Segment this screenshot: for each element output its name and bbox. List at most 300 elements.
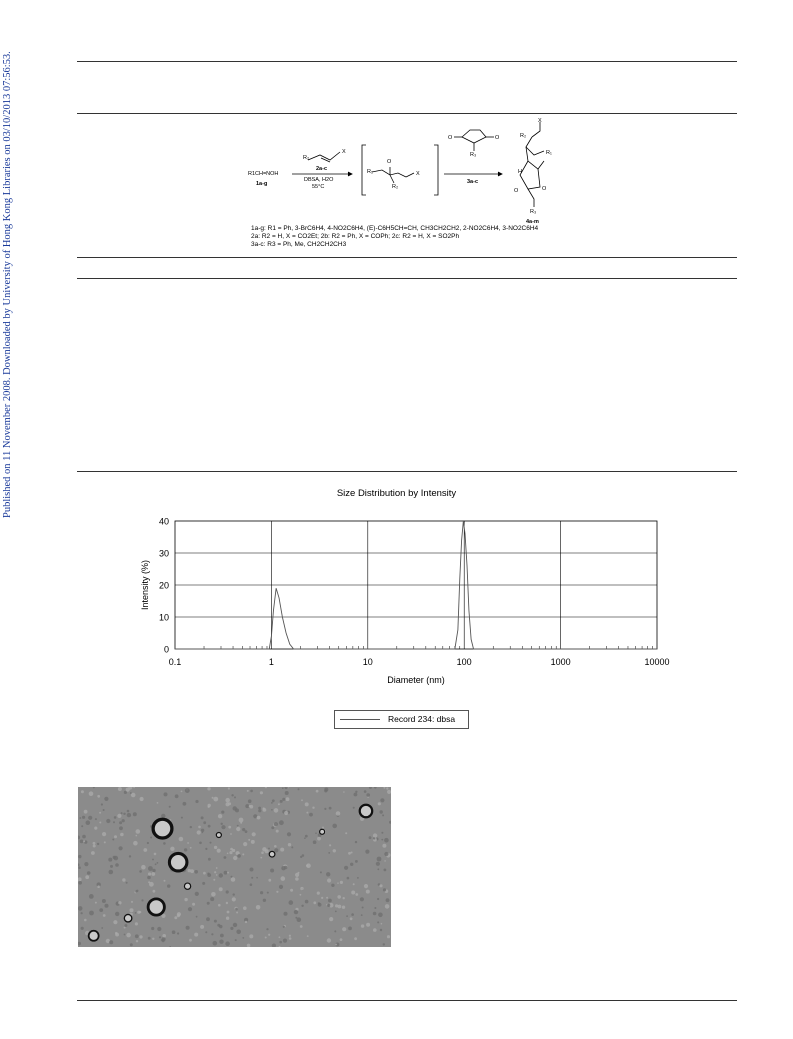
chart-title: Size Distribution by Intensity	[336, 488, 457, 499]
micro-particle	[169, 806, 171, 808]
micro-particle	[130, 908, 134, 912]
micro-particle	[379, 884, 382, 887]
micro-particle	[326, 897, 328, 899]
micro-particle	[82, 816, 85, 819]
micro-particle	[283, 926, 285, 928]
conditions-reagents: DBSA, H2O	[304, 177, 334, 183]
micro-particle	[336, 811, 341, 816]
micro-particle	[148, 872, 151, 875]
micro-particle	[342, 906, 345, 909]
micro-particle	[231, 794, 233, 796]
micro-particle	[279, 820, 284, 825]
micro-particle	[235, 908, 238, 911]
micro-particle	[153, 890, 156, 893]
micro-particle	[185, 788, 190, 793]
micro-particle	[230, 833, 232, 835]
micro-particle	[373, 912, 377, 916]
micro-particle	[195, 892, 199, 896]
micro-particle	[235, 939, 237, 941]
micro-particle	[122, 878, 125, 881]
maleimide-r3-label: R₃	[470, 152, 477, 158]
micro-particle	[203, 872, 206, 875]
micro-particle	[95, 902, 97, 904]
micro-particle	[305, 835, 308, 838]
micro-particle	[82, 835, 86, 839]
micro-particle	[189, 939, 192, 942]
scheme-footnote-3: 3a-c: R3 = Ph, Me, CH2CH2CH3	[251, 241, 347, 248]
micro-particle	[94, 827, 97, 830]
micro-particle	[81, 825, 83, 827]
micro-particle	[88, 816, 92, 820]
micro-droplet	[360, 805, 373, 818]
micro-droplet	[148, 899, 164, 915]
y-tick-label: 10	[158, 612, 169, 623]
x-tick-label: 1000	[550, 657, 571, 667]
micro-particle	[321, 897, 323, 899]
micro-particle	[385, 904, 390, 909]
micro-particle	[115, 912, 119, 916]
micro-particle	[282, 798, 285, 801]
micro-particle	[99, 822, 101, 824]
micro-particle	[89, 791, 94, 796]
micro-particle	[271, 802, 273, 804]
micro-particle	[220, 934, 224, 938]
micro-particle	[93, 842, 96, 845]
y-axis-label: Intensity (%)	[140, 559, 150, 611]
oxime-formula: R1CH=NOH	[248, 171, 279, 177]
micro-particle	[127, 810, 130, 813]
micro-particle	[196, 916, 198, 918]
micro-particle	[245, 830, 248, 833]
x-tick-label: 10000	[644, 657, 670, 667]
micro-particle	[208, 825, 211, 828]
micro-particle	[322, 827, 324, 829]
micro-particle	[343, 791, 345, 793]
micro-particle	[290, 889, 293, 892]
micrograph-image	[78, 787, 391, 947]
micro-particle	[340, 881, 343, 884]
micro-particle	[89, 894, 94, 899]
micro-particle	[288, 843, 291, 846]
micro-particle	[343, 897, 345, 899]
micro-particle	[148, 866, 153, 871]
micro-particle	[214, 871, 216, 873]
micro-particle	[382, 844, 386, 848]
micro-particle	[355, 893, 358, 896]
micro-droplet	[89, 931, 99, 941]
micro-particle	[316, 790, 319, 793]
micro-particle	[266, 928, 268, 930]
micro-particle	[186, 926, 190, 930]
product-o-left: O	[514, 188, 519, 194]
micro-particle	[188, 907, 192, 911]
micro-particle	[381, 832, 383, 834]
micro-particle	[279, 885, 283, 889]
micro-particle	[232, 849, 235, 852]
micro-particle	[245, 921, 247, 923]
micro-particle	[114, 816, 117, 819]
micro-particle	[337, 895, 341, 899]
micro-particle	[211, 892, 216, 897]
micro-particle	[115, 863, 119, 867]
micro-particle	[102, 899, 106, 903]
micro-particle	[141, 899, 143, 901]
micro-particle	[258, 809, 261, 812]
micro-particle	[214, 920, 217, 923]
micro-particle	[289, 937, 292, 940]
micro-particle	[79, 817, 81, 819]
micro-particle	[268, 934, 270, 936]
micro-particle	[224, 856, 227, 859]
micro-particle	[101, 803, 103, 805]
micro-particle	[226, 902, 228, 904]
micro-particle	[313, 901, 316, 904]
micro-particle	[104, 841, 106, 843]
micro-particle	[283, 939, 287, 943]
micro-particle	[187, 842, 189, 844]
micro-particle	[377, 921, 379, 923]
micro-particle	[108, 858, 112, 862]
micro-particle	[135, 922, 138, 925]
micro-particle	[317, 837, 321, 841]
micro-particle	[78, 855, 81, 858]
micro-particle	[162, 937, 166, 941]
download-watermark-text: Published on 11 November 2008. Downloaded by University of Hong Kong Libraries on 03/10/2013 07:56:53.	[2, 51, 13, 518]
micro-particle	[282, 787, 284, 789]
micro-particle	[242, 853, 244, 855]
micro-particle	[135, 934, 139, 938]
micro-particle	[346, 915, 348, 917]
micro-particle	[170, 847, 174, 851]
micro-particle	[210, 897, 214, 901]
micro-particle	[305, 900, 309, 904]
micro-particle	[200, 925, 204, 929]
micro-particle	[129, 855, 131, 857]
micro-particle	[280, 848, 284, 852]
micro-particle	[373, 837, 375, 839]
micro-particle	[162, 934, 166, 938]
micro-particle	[218, 904, 221, 907]
micro-particle	[157, 927, 161, 931]
micro-particle	[118, 787, 122, 791]
micro-particle	[205, 931, 207, 933]
micro-particle	[340, 938, 343, 941]
micro-particle	[230, 927, 233, 930]
micro-particle	[226, 802, 230, 806]
micro-particle	[279, 936, 281, 938]
micro-particle	[143, 848, 147, 852]
micro-particle	[302, 854, 305, 857]
micro-particle	[131, 901, 133, 903]
micro-particle	[301, 905, 303, 907]
micro-particle	[148, 937, 151, 940]
micro-particle	[118, 901, 121, 904]
micro-particle	[221, 823, 223, 825]
micro-particle	[366, 890, 370, 894]
micro-particle	[365, 850, 369, 854]
micro-particle	[203, 821, 206, 824]
micro-particle	[328, 899, 332, 903]
micro-particle	[295, 873, 299, 877]
micro-particle	[243, 906, 247, 910]
x-tick-label: 1	[268, 657, 274, 667]
micro-particle	[260, 891, 263, 894]
micro-particle	[347, 877, 350, 880]
alkene-id: 2a-c	[316, 166, 328, 172]
micro-particle	[386, 787, 388, 789]
micro-particle	[99, 908, 103, 912]
micro-particle	[139, 870, 142, 873]
micro-particle	[201, 816, 204, 819]
micro-particle	[360, 897, 364, 901]
micro-particle	[353, 883, 355, 885]
micro-particle	[384, 860, 386, 862]
micro-particle	[376, 862, 380, 866]
micro-particle	[208, 858, 211, 861]
micro-particle	[289, 935, 291, 937]
micro-particle	[216, 874, 218, 876]
micro-particle	[373, 833, 377, 837]
micro-particle	[231, 877, 236, 882]
micro-particle	[140, 797, 144, 801]
micro-particle	[327, 904, 330, 907]
micro-particle	[78, 881, 82, 885]
micro-particle	[333, 849, 336, 852]
micro-particle	[381, 923, 383, 925]
micro-particle	[307, 935, 309, 937]
nitrone-oxygen-label: O	[387, 159, 392, 165]
micro-particle	[380, 798, 384, 802]
micro-particle	[202, 882, 205, 885]
micro-particle	[213, 941, 218, 946]
maleimide-o-left: O	[448, 135, 453, 141]
micro-particle	[219, 887, 223, 891]
micro-particle	[236, 930, 241, 935]
micro-particle	[233, 856, 237, 860]
micro-particle	[248, 839, 250, 841]
micro-particle	[298, 788, 300, 790]
micro-particle	[268, 879, 271, 882]
micro-particle	[234, 796, 236, 798]
micro-particle	[383, 943, 385, 945]
micro-particle	[286, 797, 290, 801]
x-axis-label: Diameter (nm)	[387, 675, 445, 685]
micro-particle	[119, 821, 122, 824]
micro-particle	[177, 912, 181, 916]
micro-particle	[225, 941, 230, 946]
nitrone-r2-label: R₂	[392, 184, 399, 190]
micro-particle	[315, 832, 317, 834]
micro-particle	[300, 887, 303, 890]
micro-particle	[304, 837, 306, 839]
micro-particle	[152, 869, 155, 872]
micro-particle	[104, 797, 108, 801]
micro-particle	[324, 808, 326, 810]
micro-particle	[329, 807, 332, 810]
micro-particle	[119, 846, 123, 850]
micro-particle	[312, 807, 314, 809]
micro-particle	[151, 872, 155, 876]
micro-particle	[126, 933, 131, 938]
micro-particle	[382, 814, 384, 816]
micro-particle	[334, 930, 336, 932]
micro-particle	[214, 846, 217, 849]
micro-particle	[355, 841, 357, 843]
micro-particle	[205, 848, 207, 850]
micro-particle	[216, 867, 218, 869]
optical-micrograph	[78, 787, 391, 947]
micro-particle	[378, 802, 381, 805]
micro-particle	[263, 899, 266, 902]
micro-particle	[124, 924, 127, 927]
micro-particle	[272, 799, 275, 802]
micro-particle	[377, 898, 379, 900]
micro-particle	[219, 873, 223, 877]
micro-particle	[295, 877, 299, 881]
micro-particle	[257, 816, 261, 820]
micro-particle	[117, 814, 121, 818]
micro-particle	[208, 806, 210, 808]
micro-particle	[210, 842, 212, 844]
micro-particle	[112, 839, 114, 841]
micro-particle	[313, 840, 317, 844]
micro-particle	[355, 791, 357, 793]
product-x-label: X	[538, 118, 542, 124]
micro-particle	[345, 832, 347, 834]
micro-particle	[350, 917, 353, 920]
micro-particle	[271, 809, 273, 811]
micro-particle	[95, 818, 97, 820]
micro-particle	[383, 888, 386, 891]
micro-particle	[148, 881, 150, 883]
micro-particle	[258, 807, 261, 810]
micro-particle	[366, 793, 370, 797]
micro-particle	[351, 852, 353, 854]
micro-particle	[127, 813, 131, 817]
micro-particle	[228, 787, 230, 789]
micro-particle	[105, 904, 109, 908]
micro-particle	[263, 807, 265, 809]
micro-particle	[113, 856, 116, 859]
micro-particle	[256, 877, 258, 879]
micro-particle	[353, 807, 355, 809]
micro-particle	[154, 853, 157, 856]
micro-particle	[199, 842, 202, 845]
micro-particle	[84, 862, 88, 866]
micro-particle	[327, 878, 331, 882]
micro-particle	[91, 851, 95, 855]
product-o-right: O	[542, 186, 547, 192]
micro-particle	[159, 936, 161, 938]
micro-particle	[219, 940, 223, 944]
micro-particle	[195, 800, 198, 803]
micro-particle	[285, 791, 289, 795]
micro-particle	[256, 905, 261, 910]
micro-particle	[306, 812, 308, 814]
micro-particle	[384, 869, 387, 872]
micro-particle	[81, 927, 84, 930]
micro-particle	[387, 935, 390, 938]
micro-particle	[265, 937, 267, 939]
micro-particle	[103, 914, 106, 917]
scheme-footnote-1: 1a-g: R1 = Ph, 3-BrC6H4, 4-NO2C6H4, (E)-C6H5CH=CH, CH3CH2CH2, 2-NO2C6H4, 3-NO2C6H4	[251, 225, 539, 232]
micro-droplet	[153, 819, 172, 838]
micro-particle	[249, 934, 253, 938]
x-tick-label: 100	[456, 657, 472, 667]
micro-particle	[233, 923, 237, 927]
micro-particle	[364, 790, 367, 793]
micro-particle	[261, 851, 264, 854]
micro-particle	[236, 912, 238, 914]
micro-particle	[362, 907, 364, 909]
micro-particle	[309, 813, 313, 817]
micro-particle	[245, 804, 249, 808]
micro-particle	[232, 897, 236, 901]
micro-particle	[152, 938, 154, 940]
x-tick-label: 10	[362, 657, 373, 667]
micro-particle	[126, 788, 130, 792]
micro-particle	[329, 844, 331, 846]
micro-particle	[260, 791, 263, 794]
micro-particle	[384, 852, 388, 856]
micro-particle	[351, 891, 355, 895]
micro-particle	[103, 809, 105, 811]
micro-particle	[135, 912, 137, 914]
micro-particle	[229, 851, 232, 854]
micro-particle	[109, 870, 114, 875]
product-h-label: H	[518, 169, 522, 175]
micro-particle	[124, 934, 126, 936]
micro-particle	[228, 826, 231, 829]
micro-particle	[207, 787, 210, 790]
micro-particle	[338, 905, 342, 909]
micro-particle	[147, 876, 151, 880]
micro-particle	[351, 913, 354, 916]
micro-particle	[227, 911, 230, 914]
scheme-footnote-2: 2a: R2 = H, X = CO2Et; 2b: R2 = Ph, X = COPh; 2c: R2 = H, X = SO2Ph	[251, 233, 460, 240]
micro-particle	[163, 842, 166, 845]
micro-particle	[121, 812, 123, 814]
micro-particle	[87, 871, 91, 875]
micro-particle	[242, 937, 244, 939]
micro-particle	[270, 869, 274, 873]
micro-particle	[225, 798, 230, 803]
micro-particle	[328, 852, 330, 854]
micro-particle	[281, 876, 286, 881]
micro-particle	[243, 842, 247, 846]
micro-particle	[380, 929, 382, 931]
micro-particle	[123, 813, 125, 815]
micro-particle	[249, 805, 251, 807]
micro-particle	[377, 868, 379, 870]
micro-particle	[164, 792, 168, 796]
micro-particle	[337, 882, 339, 884]
micro-particle	[335, 944, 337, 946]
micro-particle	[201, 829, 204, 832]
micro-particle	[184, 898, 187, 901]
micro-particle	[141, 865, 146, 870]
nitrone-r1-label: R₁	[367, 169, 373, 175]
micro-particle	[119, 826, 123, 830]
micro-particle	[155, 863, 157, 865]
micro-particle	[274, 848, 278, 852]
micro-particle	[366, 923, 370, 927]
micro-particle	[224, 871, 228, 875]
micro-particle	[327, 938, 331, 942]
micro-particle	[135, 890, 137, 892]
micro-particle	[115, 932, 118, 935]
micro-particle	[276, 830, 279, 833]
